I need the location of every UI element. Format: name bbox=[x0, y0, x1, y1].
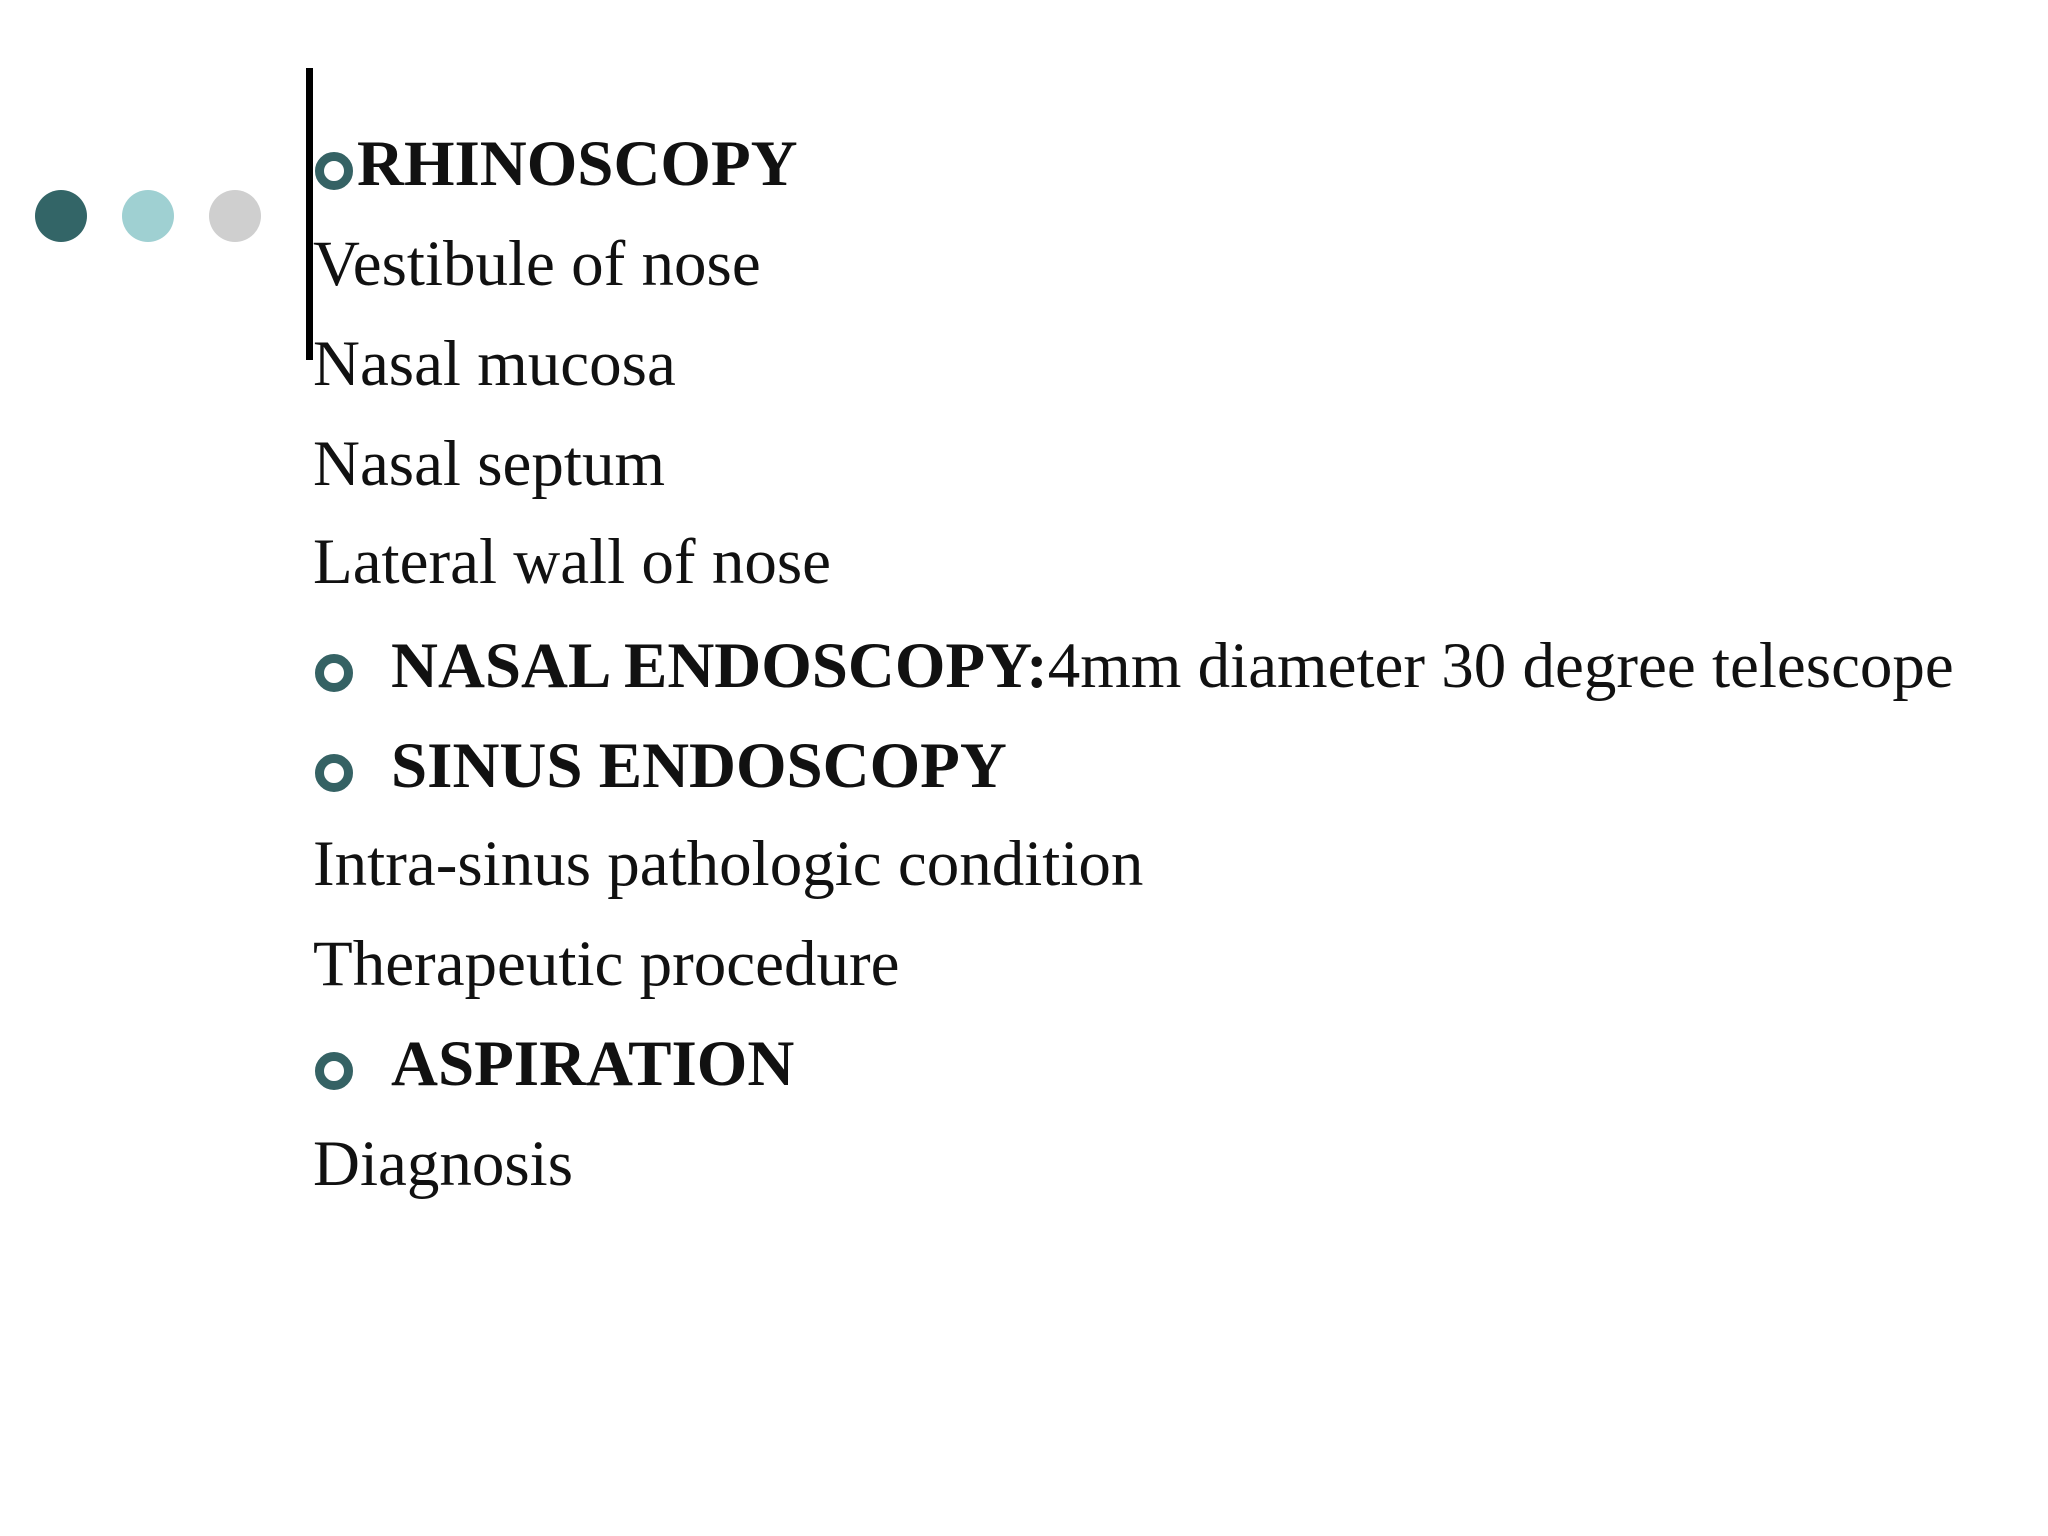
list-item: Lateral wall of nose bbox=[313, 526, 831, 598]
bullet-ring-icon bbox=[315, 1052, 353, 1090]
list-item: Nasal septum bbox=[313, 428, 666, 500]
heading-aspiration: ASPIRATION bbox=[391, 1028, 795, 1100]
bullet-ring-icon bbox=[315, 152, 353, 190]
decorative-dot-dark bbox=[35, 190, 87, 242]
nasal-endoscopy-detail: 4mm diameter 30 degree telescope bbox=[1047, 630, 1954, 702]
heading-sinus-endoscopy: SINUS ENDOSCOPY bbox=[391, 730, 1007, 802]
decorative-dot-light bbox=[122, 190, 174, 242]
bullet-ring-icon bbox=[315, 654, 353, 692]
title-divider-bar bbox=[306, 68, 313, 360]
list-item: Vestibule of nose bbox=[313, 228, 761, 300]
list-item: Diagnosis bbox=[313, 1128, 573, 1200]
list-item: Nasal mucosa bbox=[313, 328, 676, 400]
heading-rhinoscopy: RHINOSCOPY bbox=[357, 128, 798, 200]
decorative-dot-gray bbox=[209, 190, 261, 242]
nasal-endoscopy-line bbox=[391, 626, 1954, 706]
list-item: Therapeutic procedure bbox=[313, 928, 900, 1000]
heading-nasal-endoscopy: NASAL ENDOSCOPY: bbox=[391, 630, 1048, 702]
list-item: Intra-sinus pathologic condition bbox=[313, 828, 1144, 900]
bullet-ring-icon bbox=[315, 754, 353, 792]
